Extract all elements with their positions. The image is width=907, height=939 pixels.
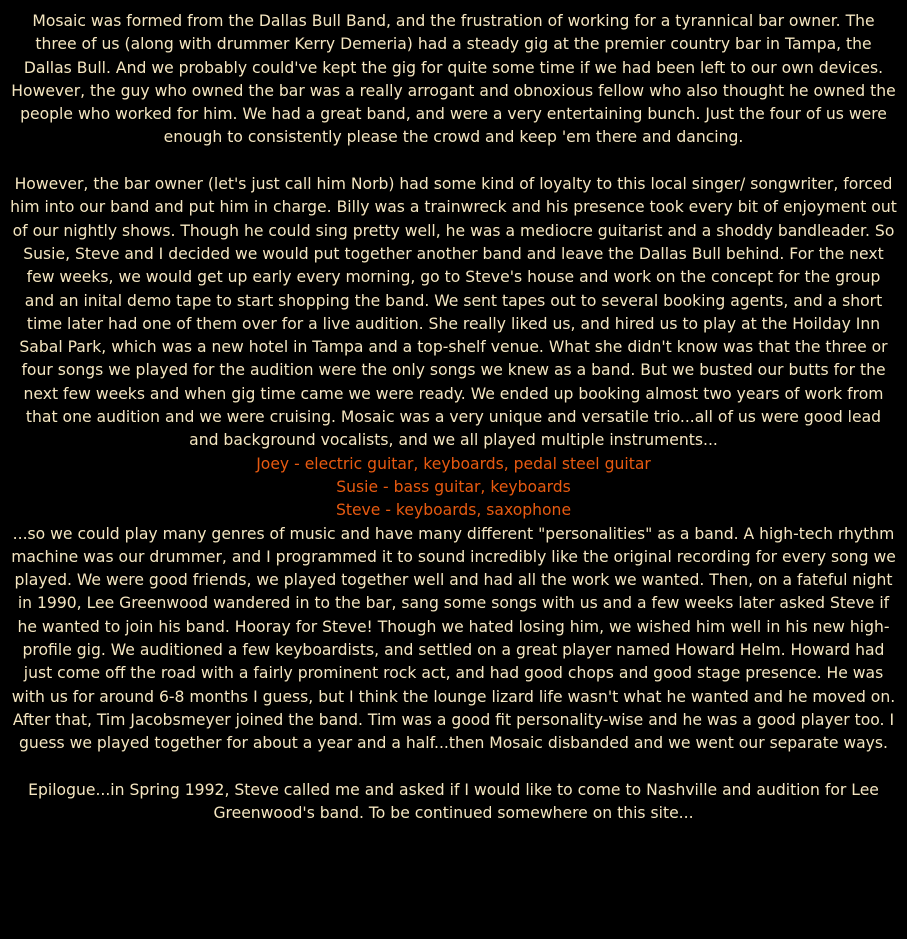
- story-epilogue: Epilogue...in Spring 1992, Steve called me and asked if I would like to come to Nashville and audition for Lee Greenwood's band. To be continued somewhere on this site...: [28, 780, 879, 823]
- story-paragraph-lineup-changes: ...so we could play many genres of music and have many different "personalities" as a band. A high-tech rhythm machine was our drummer, and I programmed it to sound incredibly like the original recording for every song we played. We were good friends, we played together well and had all the work we wanted. Then, on a fateful night in 1990, Lee Greenwood wandered in to the bar, sang some songs with us and a few weeks later asked Steve if he wanted to join his band. Hooray for Steve! Though we hated losing him, we wished him well in his new high-profile gig. We auditioned a few keyboardists, and settled on a great player named Howard Helm. Howard had just come off the road with a fairly prominent rock act, and had good chops and good stage presence. He was with us for around 6-8 months I guess, but I think the lounge lizard life wasn't what he wanted and he moved on. After that, Tim Jacobsmeyer joined the band. Tim was a good fit personality-wise and he was a good player too. I guess we played together for about a year and a half...then Mosaic disbanded and we went our separate ways.: [11, 524, 896, 753]
- story-paragraph-origin: Mosaic was formed from the Dallas Bull Band, and the frustration of working for a tyrannical bar owner. The three of us (along with drummer Kerry Demeria) had a steady gig at the premier country bar in Tampa, the Dallas Bull. And we probably could've kept the gig for quite some time if we had been left to our own devices. However, the guy who owned the bar was a really arrogant and obnoxious fellow who also thought he owned the people who worked for him. We had a great band, and were a very entertaining bunch. Just the four of us were enough to consistently please the crowd and keep 'em there and dancing.: [11, 12, 896, 147]
- paragraph-spacer: [10, 756, 897, 779]
- story-paragraph-new-band: However, the bar owner (let's just call him Norb) had some kind of loyalty to this local singer/ songwriter, forced him into our band and put him in charge. Billy was a trainwreck and his presence took every bit of enjoyment out of our nightly shows. Though he could sing pretty well, he was a mediocre guitarist and a shoddy bandleader. So Susie, Steve and I decided we would put together another band and leave the Dallas Bull behind. For the next few weeks, we would get up early every morning, go to Steve's house and work on the concept for the group and an inital demo tape to start shopping the band. We sent tapes out to several booking agents, and a short time later had one of them over for a live audition. She really liked us, and hired us to play at the Hoilday Inn Sabal Park, which was a new hotel in Tampa and a top-shelf venue. What she didn't know was that the three or four songs we played for the audition were the only songs we knew as a band. But we busted our butts for the next few weeks and when gig time came we were ready. We ended up booking almost two years of work from that one audition and we were cruising. Mosaic was a very unique and versatile trio...all of us were good lead and background vocalists, and we all played multiple instruments...: [10, 175, 897, 450]
- member-joey: Joey - electric guitar, keyboards, pedal steel guitar: [256, 454, 651, 473]
- member-susie: Susie - bass guitar, keyboards: [336, 477, 571, 496]
- member-list: [10, 453, 897, 523]
- paragraph-spacer: [10, 150, 897, 173]
- member-steve: Steve - keyboards, saxophone: [335, 501, 572, 520]
